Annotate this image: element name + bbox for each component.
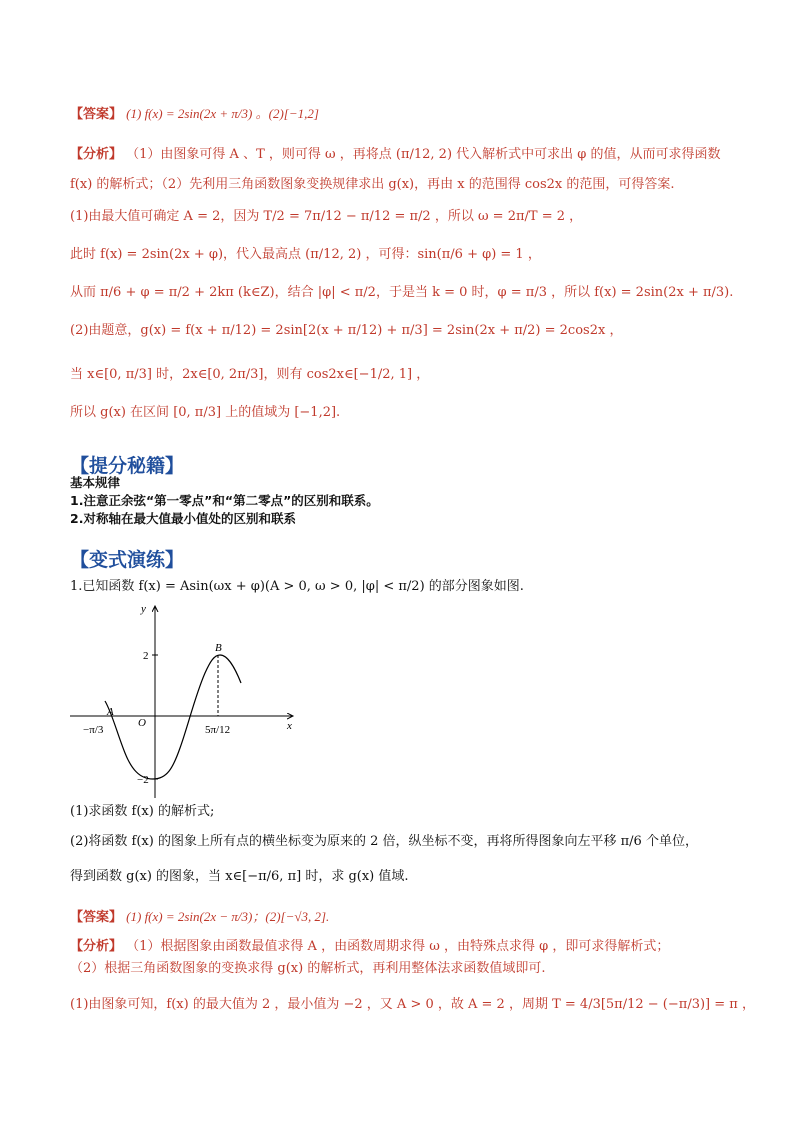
point-a-label: A bbox=[107, 706, 114, 718]
analysis-tag: 【分析】 bbox=[70, 147, 123, 162]
y-tick-minus-2: −2 bbox=[137, 774, 149, 786]
sub-question-2: (2)将函数 f(x) 的图象上所有点的横坐标变为原来的 2 倍，纵坐标不变，再将所得图象向左平移 π/6 个单位， bbox=[70, 834, 698, 849]
sine-curve bbox=[105, 655, 241, 779]
analysis-text-2: f(x) 的解析式；（2）先利用三角函数图象变换规律求出 g(x)，再由 x 的范围得 cos2x 的范围，可得答案. bbox=[70, 177, 675, 192]
sub-question-2-cont: 得到函数 g(x) 的图象，当 x∈[−π/6, π] 时，求 g(x) 值域. bbox=[70, 869, 409, 884]
sub-question-1: (1)求函数 f(x) 的解析式; bbox=[70, 804, 215, 819]
function-graph bbox=[65, 598, 305, 803]
tips-item-1: 1.注意正余弦“第一零点”和“第二零点”的区别和联系。 bbox=[70, 493, 379, 508]
analysis-text-1: （1）由图象可得 A 、T ，则可得 ω ，再将点 (π/12, 2) 代入解析式中可求出 φ 的值，从而可求得函数 bbox=[126, 147, 721, 162]
analysis2-text-2: （2）根据三角函数图象的变换求得 g(x) 的解析式，再利用整体法求函数值域即可. bbox=[70, 961, 546, 976]
y-axis-label: y bbox=[141, 603, 146, 615]
x-tick-neg-pi-3: −π/3 bbox=[83, 724, 104, 736]
solution-line-6: 所以 g(x) 在区间 [0, π/3] 上的值域为 [−1,2]. bbox=[70, 405, 341, 420]
tips-subheading: 基本规律 bbox=[70, 475, 121, 490]
solution-line-1: (1)由最大值可确定 A = 2，因为 T/2 = 7π/12 − π/12 = π/2 ，所以 ω = 2π/T = 2 ， bbox=[70, 209, 583, 224]
solution-line-5: 当 x∈[0, π/3] 时，2x∈[0, 2π/3]，则有 cos2x∈[−1/2, 1] ， bbox=[70, 367, 430, 382]
y-tick-2: 2 bbox=[143, 650, 149, 662]
origin-label: O bbox=[138, 717, 146, 729]
practice-heading: 【变式演练】 bbox=[70, 549, 185, 571]
answer-line-2 bbox=[70, 908, 754, 927]
solution-line-4: (2)由题意，g(x) = f(x + π/12) = 2sin[2(x + π/12) + π/3] = 2sin(2x + π/2) = 2cos2x ， bbox=[70, 323, 623, 338]
analysis2-text-1: （1）根据图象由函数最值求得 A ，由函数周期求得 ω ，由特殊点求得 φ ，即可求得解析式； bbox=[126, 939, 670, 954]
analysis-tag-2: 【分析】 bbox=[70, 939, 123, 954]
answer-line-1 bbox=[70, 105, 754, 124]
answer-text: (1) f(x) = 2sin(2x + π/3) 。(2)[−1,2] bbox=[126, 106, 319, 121]
tips-heading: 【提分秘籍】 bbox=[70, 455, 185, 477]
solution-line-3: 从而 π/6 + φ = π/2 + 2kπ (k∈Z)，结合 |φ| < π/2，于是当 k = 0 时，φ = π/3 ，所以 f(x) = 2sin(2x + π/3). bbox=[70, 285, 734, 300]
solution-line-2: 此时 f(x) = 2sin(2x + φ)，代入最高点 (π/12, 2) ，可得：sin(π/6 + φ) = 1 ， bbox=[70, 247, 541, 262]
x-tick-5pi-12: 5π/12 bbox=[205, 724, 231, 736]
answer-text-2: (1) f(x) = 2sin(2x − π/3)；(2)[−√3, 2]. bbox=[126, 909, 330, 924]
x-axis-label: x bbox=[287, 720, 292, 732]
answer-tag: 【答案】 bbox=[70, 107, 123, 122]
tips-item-2: 2.对称轴在最大值最小值处的区别和联系 bbox=[70, 511, 296, 526]
question-1: 1.已知函数 f(x) = Asin(ωx + φ)(A > 0, ω > 0, |φ| < π/2) 的部分图象如图. bbox=[70, 579, 524, 594]
solution2-line-1: (1)由图象可知，f(x) 的最大值为 2 ，最小值为 −2 ，又 A > 0 ，故 A = 2 ，周期 T = 4/3[5π/12 − (−π/3)] = π ， bbox=[70, 997, 755, 1012]
point-b-label: B bbox=[215, 642, 222, 654]
answer-tag-2: 【答案】 bbox=[70, 910, 123, 925]
analysis-line-2 bbox=[70, 938, 754, 956]
analysis-line-1 bbox=[70, 146, 754, 164]
